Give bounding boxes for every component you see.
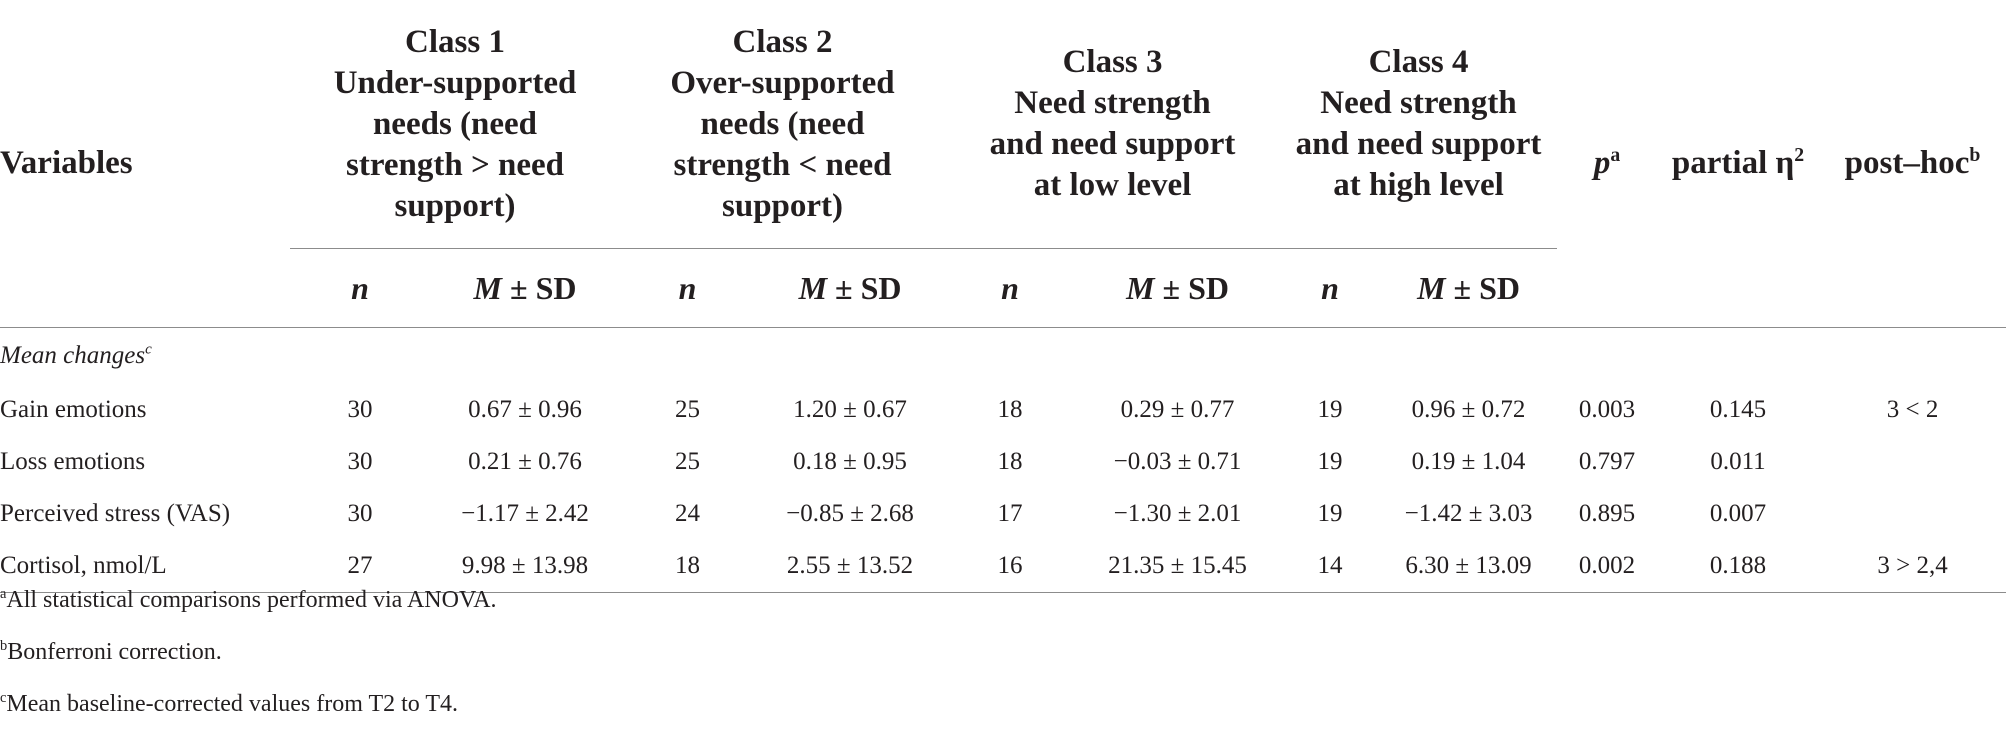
cell-eta: 0.145	[1709, 396, 1767, 423]
m-sd-header: M ± SD	[798, 269, 902, 306]
row-variable: Gain emotions	[0, 396, 147, 423]
cell-n4: 19	[1317, 500, 1343, 527]
cell-m2: 1.20 ± 0.67	[793, 396, 907, 423]
cell-p: 0.003	[1578, 396, 1636, 423]
cell-m1: 0.21 ± 0.76	[468, 448, 582, 475]
cell-posthoc: 3 > 2,4	[1877, 552, 1948, 579]
cell-m2: 2.55 ± 13.52	[786, 552, 914, 579]
n-header: n	[1001, 269, 1019, 306]
section-label: Mean changes$^c$	[0, 341, 152, 369]
cell-m3: 0.29 ± 0.77	[1120, 396, 1235, 423]
cell-posthoc	[1819, 488, 2006, 540]
cell-n1: 30	[347, 500, 373, 527]
row-variable: Loss emotions	[0, 448, 146, 475]
cell-posthoc	[1819, 436, 2006, 488]
cell-n3: 18	[997, 396, 1023, 423]
cell-eta: 0.188	[1709, 552, 1767, 579]
cell-m2: 0.18 ± 0.95	[793, 448, 907, 475]
cell-p: 0.797	[1578, 448, 1636, 475]
posthoc-header: post–hoc$^b$	[1844, 144, 1981, 181]
m-sd-header: M ± SD	[1126, 269, 1229, 306]
m-sd-header: M ± SD	[1417, 269, 1520, 306]
cell-m4: 0.19 ± 1.04	[1411, 448, 1526, 475]
cell-n4: 14	[1317, 552, 1343, 579]
cell-n3: 17	[997, 500, 1023, 527]
cell-m4: −1.42 ± 3.03	[1404, 500, 1533, 527]
cell-m4: 6.30 ± 13.09	[1405, 552, 1532, 579]
table-row	[0, 488, 2006, 540]
footnote-b: $^b$Bonferroni correction.	[0, 638, 222, 665]
partial-eta-header: partial $\eta^2$	[1671, 144, 1805, 181]
cell-n3: 18	[997, 448, 1023, 475]
cell-m1: −1.17 ± 2.42	[461, 500, 589, 527]
cell-m4: 0.96 ± 0.72	[1411, 396, 1526, 423]
class-1-header: Class 1 Under-supported needs (need strength > need support)	[290, 0, 620, 249]
p-value-header: $p^a$	[1593, 144, 1621, 181]
cell-eta: 0.007	[1709, 500, 1767, 527]
footnote-c: $^c$Mean baseline-corrected values from T2 to T4.	[0, 690, 459, 717]
cell-n4: 19	[1317, 448, 1343, 475]
cell-n1: 30	[347, 448, 373, 475]
section-row	[0, 328, 2006, 385]
cell-n2: 25	[675, 396, 701, 423]
table-row	[0, 436, 2006, 488]
n-header: n	[678, 269, 697, 306]
cell-m3: 21.35 ± 15.45	[1108, 552, 1247, 579]
cell-n2: 24	[675, 500, 701, 527]
table-row	[0, 384, 2006, 436]
row-variable: Perceived stress (VAS)	[0, 500, 231, 527]
cell-m3: −1.30 ± 2.01	[1113, 500, 1242, 527]
cell-m1: 0.67 ± 0.96	[468, 396, 582, 423]
row-variable: Cortisol, nmol/L	[0, 552, 167, 579]
cell-m1: 9.98 ± 13.98	[461, 552, 589, 579]
cell-p: 0.002	[1578, 552, 1636, 579]
cell-p: 0.895	[1578, 500, 1636, 527]
class-3-header: Class 3 Need strength and need support at low level	[945, 0, 1280, 249]
class-4-header: Class 4 Need strength and need support at high level	[1280, 0, 1557, 249]
n-header: n	[351, 269, 369, 306]
cell-n4: 19	[1317, 396, 1343, 423]
cell-n3: 16	[997, 552, 1023, 579]
cell-n2: 18	[675, 552, 701, 579]
cell-eta: 0.011	[1710, 448, 1766, 475]
class-2-header: Class 2 Over-supported needs (need strength < need support)	[620, 0, 945, 249]
cell-posthoc: 3 < 2	[1886, 396, 1939, 423]
cell-n1: 30	[347, 396, 373, 423]
n-header: n	[1321, 269, 1339, 306]
variables-header: Variables	[0, 145, 133, 181]
cell-n1: 27	[347, 552, 373, 579]
m-sd-header: M ± SD	[473, 269, 577, 306]
footnote-a: $^a$All statistical comparisons performed via ANOVA.	[0, 586, 497, 613]
cell-n2: 25	[675, 448, 701, 475]
cell-m2: −0.85 ± 2.68	[786, 500, 914, 527]
cell-m3: −0.03 ± 0.71	[1113, 448, 1242, 475]
